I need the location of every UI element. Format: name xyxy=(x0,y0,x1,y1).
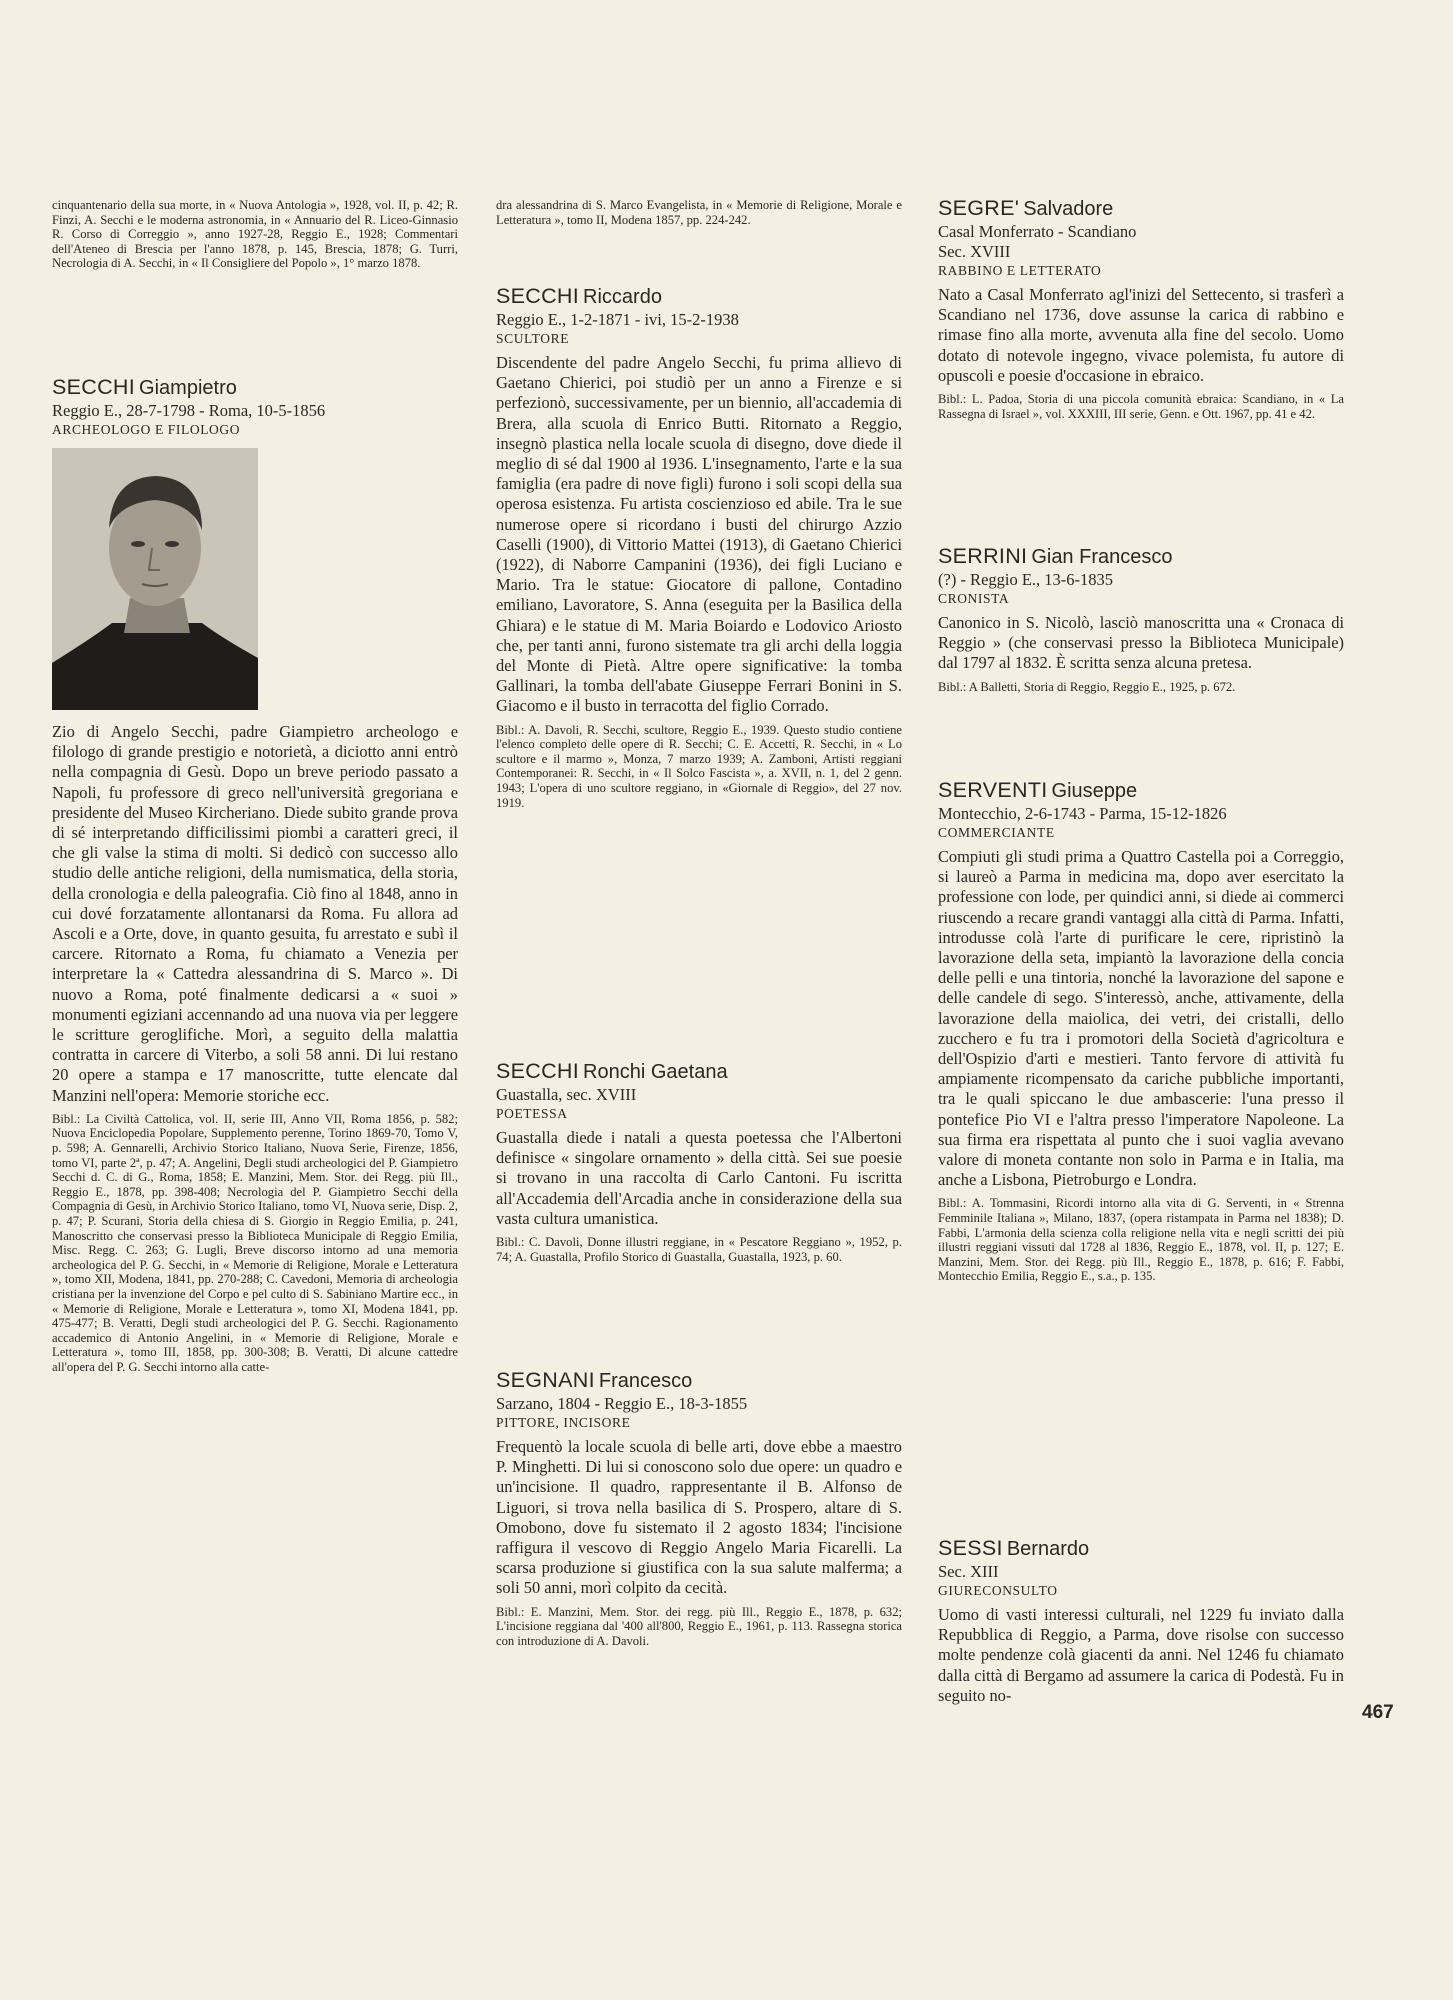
entry-place-dates: Reggio E., 28-7-1798 - Roma, 10-5-1856 xyxy=(52,401,326,420)
entry-surname: SESSI xyxy=(938,1536,1003,1560)
entry-given-name: Riccardo xyxy=(583,286,662,308)
entry-bibliography: Bibl.: A. Davoli, R. Secchi, scultore, Reggio E., 1939. Questo studio contiene l'elenco completo delle opere di R. Secchi; C. E. Accetti, R. Secchi, in « Lo scultore e il marmo », Monza, 7 marzo 1939; A. Zamboni, Artisti reggiani Contemporanei: R. Secchi, in « Il Solco Fascista », a. XVII, n. 1, del 2 genn. 1943; L'opera di uno scultore reggiano, in «Giornale di Reggio», del 27 nov. 1919. xyxy=(496,722,902,810)
entry-surname: SECCHI xyxy=(496,1059,580,1083)
entry-profession: COMMERCIANTE xyxy=(938,825,1055,840)
entry-surname: SERVENTI xyxy=(938,778,1048,802)
entry-text: Discendente del padre Angelo Secchi, fu prima allievo di Gaetano Chierici, poi studiò per un anno a Firenze e si perfezionò, successivamente, per un biennio, all'accademia di Brera, alla scuola di Enrico Butti. Ritornato a Reggio, insegnò plastica nella locale scuola di disegno, dove diede il meglio di sé dal 1900 al 1936. L'insegnamento, l'arte e la sua famiglia (era padre di nove figli) furono i soli scopi della sua operosa esistenza. Fu artista coscienzioso ed abile. Tra le sue numerose opere si ricordano i busti del chirurgo Azzio Caselli (1900), di Vittorio Mattei (1913), di Gaetano Chierici (1922), di Naborre Campanini (1936), dei figli Luciano e Mario. Tra le statue: Giocatore di pallone, Contadino emiliano, Lavoratore, S. Anna (eseguita per la Basilica della Ghiara) e le statue di M. Maria Boiardo e Lodovico Ariosto che, per tanti anni, furono sistemate tra gli archi della loggia del Monte di Pietà. Altre opere significative: la tomba Gallinari, la tomba dell'abate Giuseppe Ferrari Bonini in S. Giacomo e il busto in terracotta del figlio Corrado. xyxy=(496,353,902,716)
entry-profession: RABBINO E LETTERATO xyxy=(938,263,1102,278)
entry-profession: CRONISTA xyxy=(938,591,1010,606)
entry-given-name: Francesco xyxy=(598,1370,693,1392)
portrait-photo xyxy=(52,448,258,710)
entry-text: Frequentò la locale scuola di belle arti, dove ebbe a maestro P. Minghetti. Di lui si conoscono solo due opere: un quadro e un'incisione. Il quadro, rappresentante il B. Alfonso de Liguori, si trova nella basilica di S. Prospero, altare di S. Omobono, dove fu sistemato il 2 agosto 1834; l'incisione raffigura il vescovo di Reggio Angelo Maria Ficarelli. La scarsa produzione si giustifica con la sua salute malferma; a soli 50 anni, morì colpito da cecità. xyxy=(496,1437,902,1598)
entry-century: Sec. XVIII xyxy=(938,242,1011,261)
entry-bibliography: Bibl.: E. Manzini, Mem. Stor. dei regg. più Ill., Reggio E., 1878, p. 632; L'incisione reggiana dal '400 all'800, Reggio E., 1961, p. 113. Rassegna storica con introduzione di A. Davoli. xyxy=(496,1604,902,1648)
entry-heading xyxy=(496,1368,902,1393)
entry-profession: SCULTORE xyxy=(496,331,570,346)
entry-given-name: Bernardo xyxy=(1006,1538,1090,1560)
entry-text: Guastalla diede i natali a questa poetessa che l'Albertoni definisce « singolare ornamento » della città. Sei sue poesie si trovano in una raccolta di Carlo Cantoni. Fu iscritta all'Accademia dell'Arcadia anche in considerazione della sua vasta cultura umanistica. xyxy=(496,1128,902,1228)
entry-given-name: Giampietro xyxy=(139,377,237,399)
entry-text: Nato a Casal Monferrato agl'inizi del Settecento, si trasferì a Scandiano nel 1736, dove assunse la carica di rabbino e rimase fino alla morte, avvenuta alla fine del secolo. Uomo dotato di notevole ingegno, vivace polemista, fu autore di opuscoli e poesie d'occasione in ebraico. xyxy=(938,285,1344,385)
entry-profession: PITTORE, INCISORE xyxy=(496,1415,631,1430)
entry-serrini-gian-francesco xyxy=(938,544,1344,694)
entry-given-name: Gian Francesco xyxy=(1031,546,1173,568)
entry-profession: GIURECONSULTO xyxy=(938,1583,1058,1598)
entry-surname: SECCHI xyxy=(52,375,136,399)
bibliography-continuation: dra alessandrina di S. Marco Evangelista, in « Memorie di Religione, Morale e Letteratura », tomo II, Modena 1857, pp. 224-242. xyxy=(496,198,902,227)
entry-secchi-riccardo xyxy=(496,284,902,810)
entry-bibliography: Bibl.: A Balletti, Storia di Reggio, Reggio E., 1925, p. 672. xyxy=(938,679,1236,694)
entry-bibliography: Bibl.: La Civiltà Cattolica, vol. II, serie III, Anno VII, Roma 1856, p. 582; Nuova Enciclopedia Popolare, Supplemento perenne, Torino 1869-70, Tomo V, p. 598; A. Gennarelli, Archivio Storico Italiano, Nuova Serie, Firenze, 1856, tomo VI, parte 2ª, p. 47; A. Angelini, Degli studi archeologici del P. Giampietro Secchi d. C. di G., Roma, 1858; E. Manzini, Mem. Stor. dei Regg. più Ill., Reggio E., 1878, pp. 398-408; Necrologia del P. Giampietro Secchi della Compagnia di Gesù, in Archivio Storico Italiano, tomo VI, Nuova serie, Disp. 2, p. 47; P. Scurani, Storia della chiesa di S. Giorgio in Reggio Emilia, p. 241, Manoscritto che conservasi presso la Biblioteca Municipale di Reggio Emilia, Misc. Regg. C. 263; G. Lugli, Breve discorso intorno ad una memoria archeologica del P. G. Secchi, in « Memorie di Religione, Morale e Letteratura », tomo XII, Modena, 1841, pp. 270-288; C. Cavedoni, Memoria di archeologia cristiana per la invenzione del Corpo e pel culto di S. Sabiniano Martire ecc., in « Memorie di Religione, Morale e Letteratura », tomo XI, Modena 1841, pp. 475-477; B. Veratti, Degli studi archeologici del P. G. Secchi. Ragionamento accademico di Antonio Angelini, in « Memorie di Religione, Morale e Letteratura », tomo III, 1858, pp. 300-308; B. Veratti, Di alcune cattedre all'opera del P. G. Secchi intorno alla catte- xyxy=(52,1111,458,1374)
entry-segnani-francesco xyxy=(496,1368,902,1648)
entry-place-dates: Casal Monferrato - Scandiano xyxy=(938,222,1137,241)
entry-place-dates: Reggio E., 1-2-1871 - ivi, 15-2-1938 xyxy=(496,310,739,329)
entry-profession: ARCHEOLOGO E FILOLOGO xyxy=(52,422,241,437)
entry-segre-salvadore xyxy=(938,196,1344,421)
entry-given-name: Giuseppe xyxy=(1051,780,1138,802)
entry-given-name: Salvadore xyxy=(1023,198,1114,220)
entry-place-dates: Guastalla, sec. XVIII xyxy=(496,1085,637,1104)
entry-heading xyxy=(938,778,1344,803)
entry-place-dates: Sec. XIII xyxy=(938,1562,999,1581)
entry-bibliography: Bibl.: C. Davoli, Donne illustri reggiane, in « Pescatore Reggiano », 1952, p. 74; A. Guastalla, Profilo Storico di Guastalla, Guastalla, 1923, p. 60. xyxy=(496,1235,902,1264)
entry-heading xyxy=(938,196,1344,221)
entry-surname: SECCHI xyxy=(496,284,580,308)
entry-heading xyxy=(938,1536,1344,1561)
entry-sessi-bernardo xyxy=(938,1536,1344,1706)
entry-surname: SEGNANI xyxy=(496,1368,595,1392)
entry-surname: SEGRE' xyxy=(938,196,1020,220)
entry-surname: SERRINI xyxy=(938,544,1028,568)
entry-bibliography: Bibl.: A. Tommasini, Ricordi intorno alla vita di G. Serventi, in « Strenna Femminile Italiana », Milano, 1837, (opera ristampata in Parma nel 1838); D. Fabbi, L'armonia della scienza colla religione nella vita e negli scritti dei più illustri reggiani vissuti dal 1728 al 1836, Reggio E., 1878, vol. II, p. 127; E. Manzini, Mem. Stor. dei Regg. più Ill., Reggio E., 1878, p. 616; F. Fabbi, Montecchio Emilia, Reggio E., s.a., p. 135. xyxy=(938,1196,1344,1284)
entry-text: Uomo di vasti interessi culturali, nel 1229 fu inviato dalla Repubblica di Reggio, a Parma, dove risolse con successo molte pendenze colà giacenti da anni. Nel 1246 fu chiamato dalla città di Bergamo ad assumere la carica di Podestà. Fu in seguito no- xyxy=(938,1605,1344,1705)
entry-text: Compiuti gli studi prima a Quattro Castella poi a Correggio, si laureò a Parma in medicina ma, dopo aver esercitato la professione con lode, per quindici anni, si diede ai commerci riuscendo a recare grandi vantaggi alla città di Parma. Infatti, introdusse colà l'arte di purificare le cere, ripristinò la lavorazione della seta, impiantò la lavorazione della concia delle pelli e una tintoria, nonché la lavorazione del sapone e delle candele di sego. S'interessò, anche, attivamente, della lavorazione della maiolica, dei vetri, dei cristalli, dello zucchero e fu tra i promotori della Società d'agricoltura e dell'Ospizio d'arti e mestieri. Tanto fervore di attività fu ampiamente ricompensato da cariche pubbliche importanti, tra le quali spiccano le due ambascerie: l'una presso il pontefice Pio VI e l'altra presso l'imperatore Napoleone. La sua firma era rispettata al punto che i suoi vaglia avevano valore di moneta contante non solo in Parma e in Italia, ma anche a Lisbona, Pietroburgo e Londra. xyxy=(938,847,1344,1190)
entry-given-name: Ronchi Gaetana xyxy=(583,1061,728,1083)
entry-heading xyxy=(496,1059,902,1084)
entry-place-dates: Montecchio, 2-6-1743 - Parma, 15-12-1826 xyxy=(938,804,1227,823)
entry-bibliography: Bibl.: L. Padoa, Storia di una piccola comunità ebraica: Scandiano, in « La Rassegna di Israel », vol. XXXIII, III serie, Genn. e Ott. 1967, pp. 41 e 42. xyxy=(938,392,1344,421)
entry-place-dates: (?) - Reggio E., 13-6-1835 xyxy=(938,570,1114,589)
entry-place-dates: Sarzano, 1804 - Reggio E., 18-3-1855 xyxy=(496,1394,748,1413)
entry-heading xyxy=(938,544,1344,569)
entry-text: Zio di Angelo Secchi, padre Giampietro archeologo e filologo di grande prestigio e notorietà, a diciotto anni entrò nella compagnia di Gesù. Dopo un breve periodo passato a Napoli, fu professore di greco nell'università gregoriana e presidente del Museo Kircheriano. Diede subito grande prova di sé interpretando difficilissimi piombi a caratteri greci, il che gli valse la stima di molti. Si dedicò con successo allo studio delle antiche religioni, della numismatica, della storia, della cronologia e della paleografia. Ciò fino al 1848, anno in cui dové forzatamente allontanarsi da Roma. Fu allora ad Ascoli e a Orte, dove, in quanto gesuita, fu arrestato e subì il carcere. Ritornato a Roma, fu chiamato a Venezia per interpretare la « Cattedra alessandrina di S. Marco ». Di nuovo a Roma, poté finalmente dedicarsi a « suoi » monumenti egiziani accennando ad una nuova via per leggere le scritture geroglifiche. Morì, a seguito della malattia contratta in carcere di Viterbo, a soli 58 anni. Di lui restano 20 opere a stampa e 17 manoscritte, tutte elencate dal Manzini nell'opera: Memorie storiche ecc. xyxy=(52,722,458,1105)
entry-profession: POETESSA xyxy=(496,1106,568,1121)
entry-heading xyxy=(496,284,902,309)
entry-secchi-ronchi-gaetana xyxy=(496,1059,902,1264)
bibliography-continuation: cinquantenario della sua morte, in « Nuova Antologia », 1928, vol. II, p. 42; R. Finzi, A. Secchi e le moderna astronomia, in « Annuario del R. Liceo-Ginnasio R. Corso di Correggio », anno 1927-28, Reggio E., 1928; Commentari dell'Ateneo di Brescia per l'anno 1878, p. 145, Brescia, 1878; G. Turri, Necrologia di A. Secchi, in « Il Consigliere del Popolo », 1° marzo 1878. xyxy=(52,198,458,271)
entry-secchi-giampietro xyxy=(52,375,458,1375)
entry-serventi-giuseppe xyxy=(938,778,1344,1284)
page-number: 467 xyxy=(1362,1702,1394,1723)
entry-heading xyxy=(52,375,458,400)
entry-text: Canonico in S. Nicolò, lasciò manoscritta una « Cronaca di Reggio » (che conservasi presso la Biblioteca Municipale) dal 1797 al 1832. È scritta senza alcuna pretesa. xyxy=(938,613,1344,673)
